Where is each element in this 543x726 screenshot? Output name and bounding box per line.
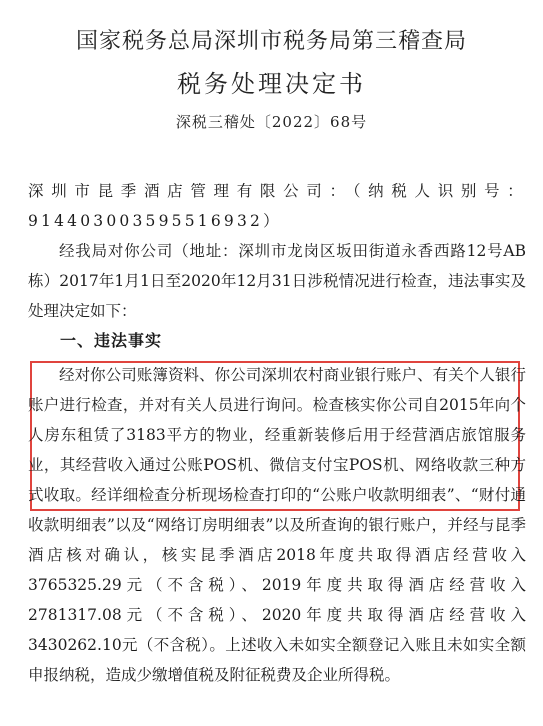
document-number: 深税三稽处〔2022〕68号 xyxy=(175,113,368,131)
facts-paragraph: 经对你公司账簿资料、你公司深圳农村商业银行账户、有关个人银行账户进行检查，并对有关人员进行询问。检查核实你公司自2015年向个人房东租赁了3183平方的物业，经重新装修后用于经营酒店旅馆服务业，其经营收入通过公账POS机、微信支付宝POS机、网络收款三种方式收取。经详细检查分析现场检查打印的“公账户收款明细表”、“财付通收款明细表”以及“网络订房明细表”以及所查询的银行账户，并经与昆季酒店核对确认，核实昆季酒店2018年度共取得酒店经营收入3765325.29元（不含税）、2019年度共取得酒店经营收入2781317.08元（不含税）、2020年度共取得酒店经营收入3430262.10元（不含税）。上述收入未如实全额登记入账且未如实全额申报纳税，造成少缴增值税及附征税费及企业所得税。 xyxy=(28,366,526,684)
intro-paragraph: 经我局对你公司（地址：深圳市龙岗区坂田街道永香西路12号AB栋）2017年1月1日至2020年12月31日涉税情况进行检查，违法事实及处理决定如下： xyxy=(28,242,526,320)
document-title: 税务处理决定书 xyxy=(177,70,366,98)
addressee-line: 深圳市昆季酒店管理有限公司：（纳税人识别号：914403003595516932） xyxy=(28,182,526,230)
section-heading-violations: 一、违法事实 xyxy=(60,331,163,350)
issuing-authority: 国家税务总局深圳市税务局第三稽查局 xyxy=(75,29,467,54)
